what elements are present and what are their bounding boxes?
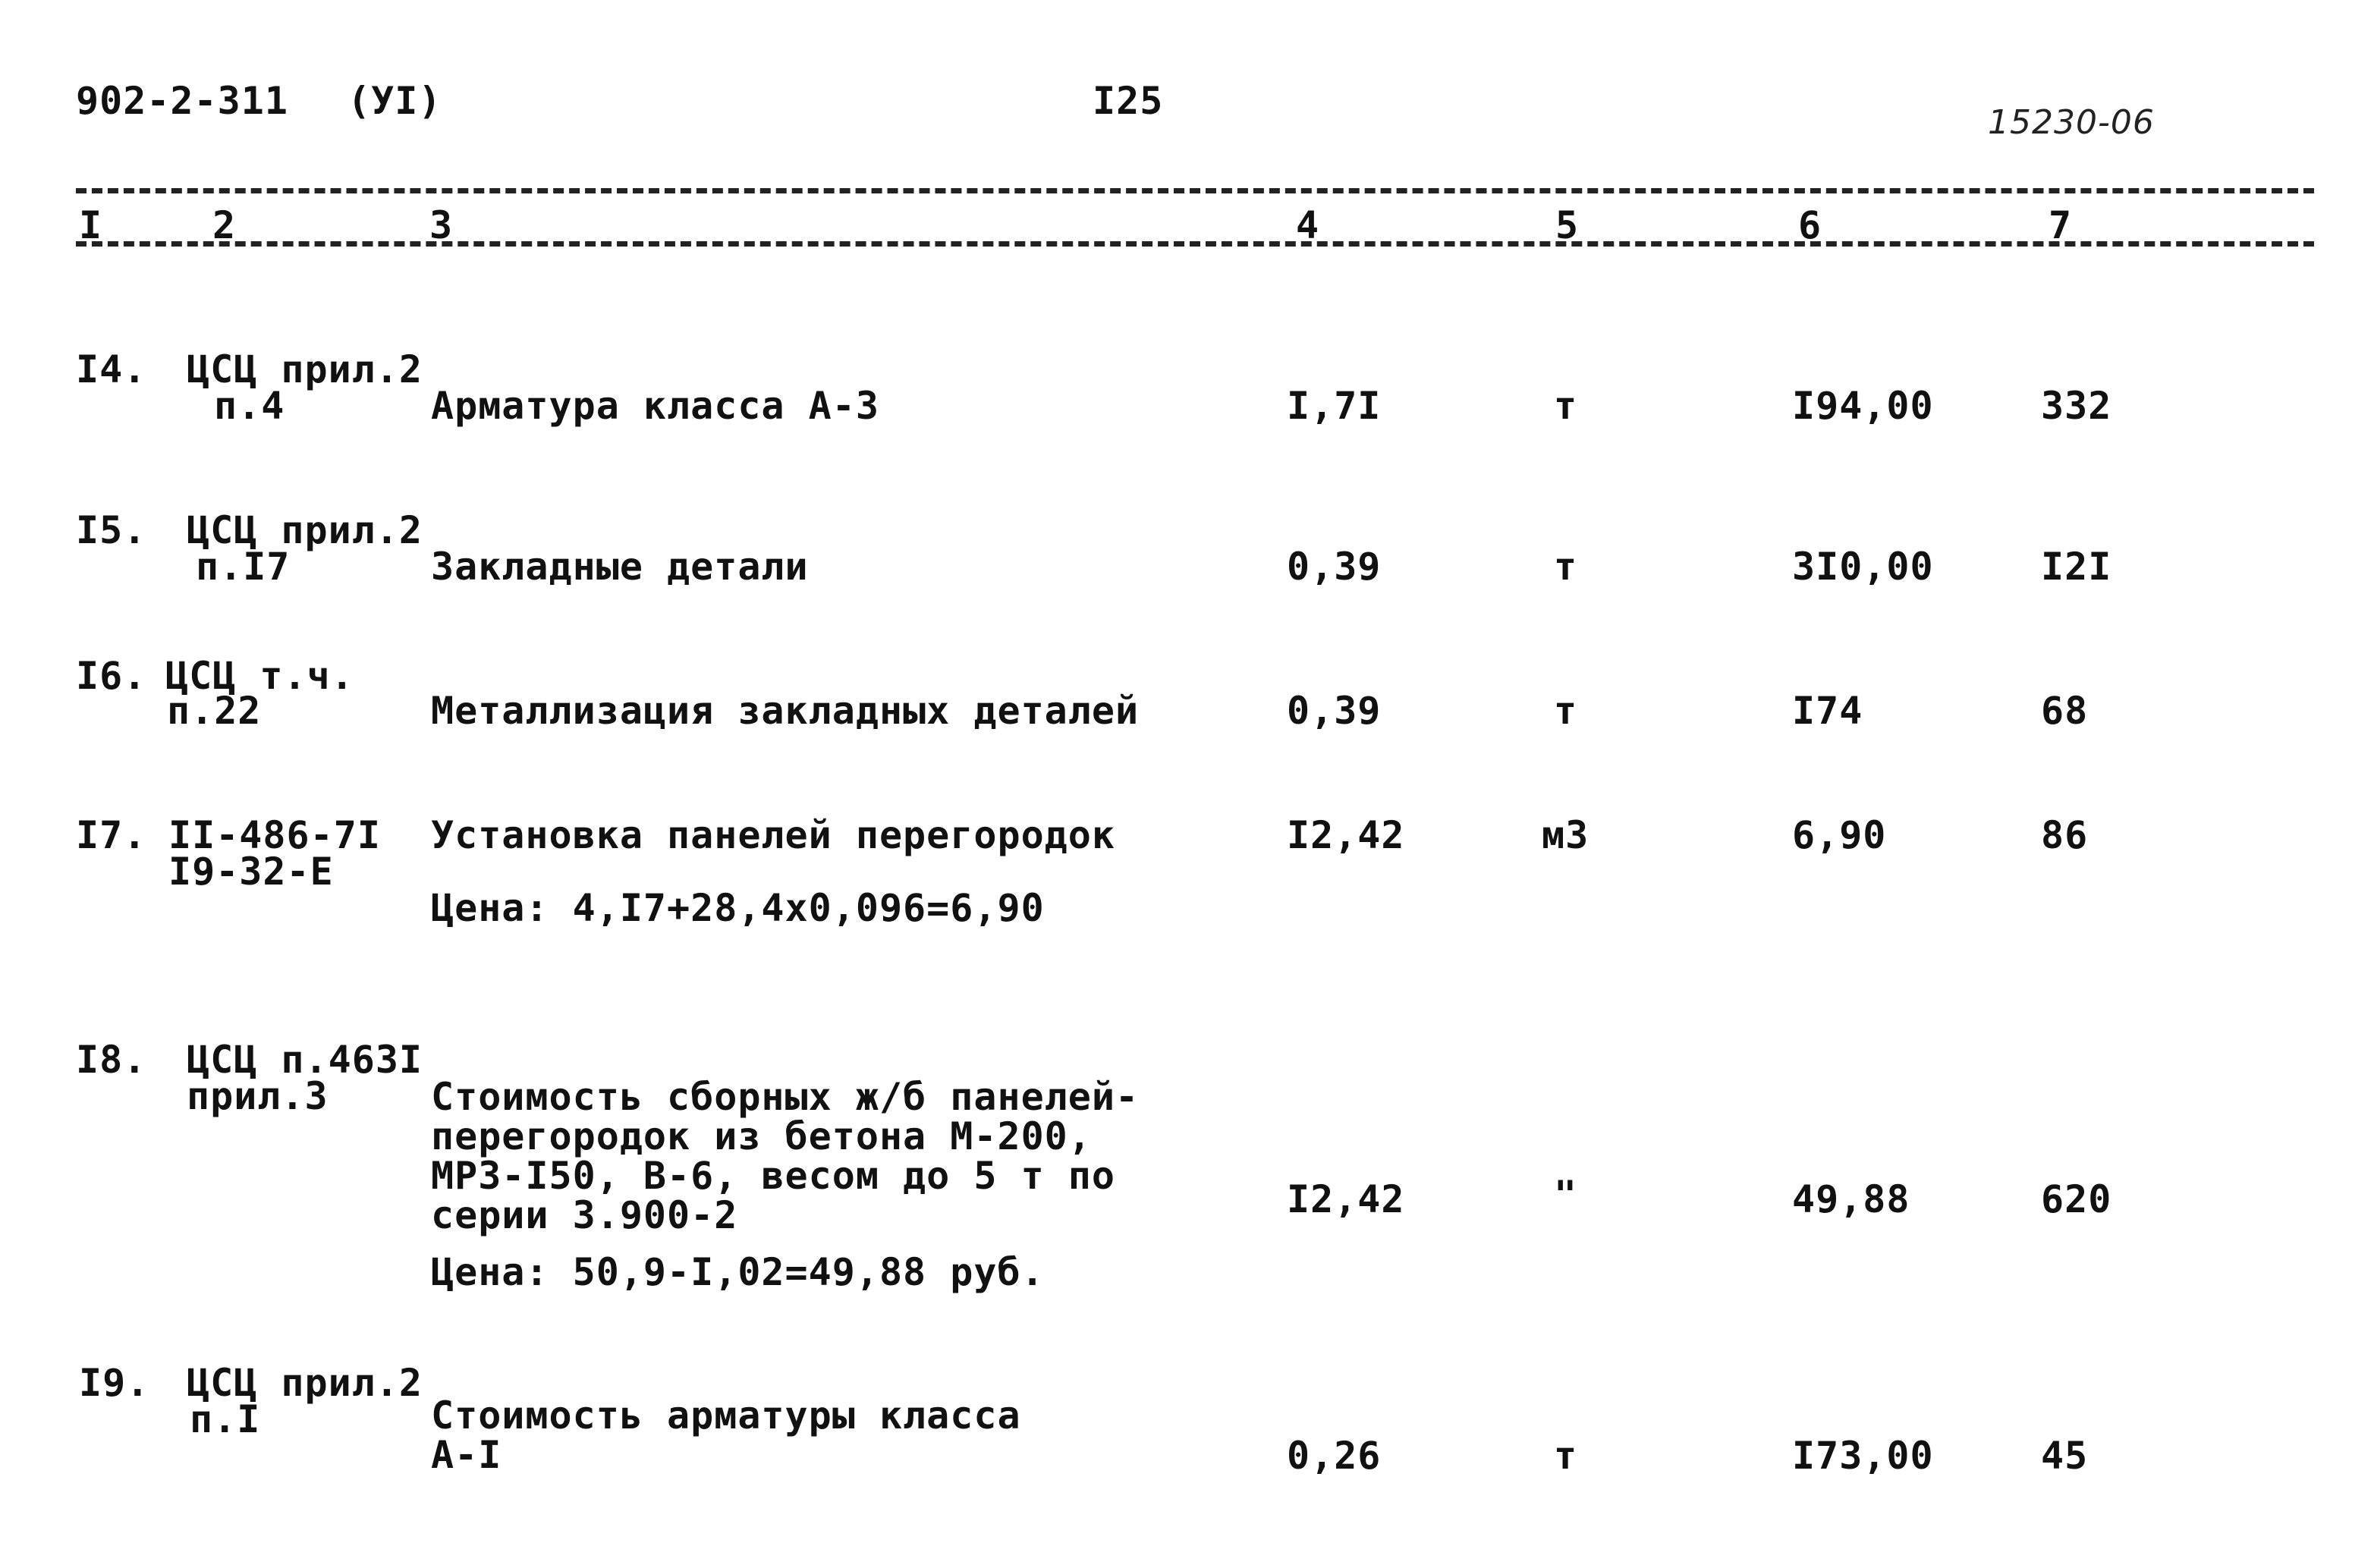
row-total: 68 bbox=[2041, 689, 2089, 733]
row-description: Металлизация закладных деталей bbox=[431, 689, 1140, 733]
row-total: 332 bbox=[2041, 384, 2112, 428]
row-reference-item: п.I7 bbox=[196, 545, 291, 589]
row-price-note: Цена: 4,I7+28,4х0,096=6,90 bbox=[431, 886, 1045, 930]
handwritten-reference: 15230-06 bbox=[1988, 103, 2155, 142]
row-unit: т bbox=[1554, 689, 1578, 733]
row-unit: т bbox=[1554, 384, 1578, 428]
row-reference-item: I9-32-Е bbox=[168, 850, 334, 894]
row-reference: ЦСЦ прил.2 bbox=[187, 347, 423, 391]
row-unit: " bbox=[1554, 1173, 1578, 1217]
row-description: Установка панелей перегородок bbox=[431, 813, 1115, 857]
row-quantity: 0,39 bbox=[1287, 545, 1382, 589]
row-quantity: 0,39 bbox=[1287, 689, 1382, 733]
row-description: Арматура класса А-3 bbox=[431, 384, 879, 428]
row-total: 620 bbox=[2041, 1177, 2112, 1221]
column-number: 3 bbox=[429, 203, 454, 247]
row-number: I9. bbox=[79, 1361, 150, 1405]
row-price: 49,88 bbox=[1792, 1177, 1910, 1221]
row-quantity: 0,26 bbox=[1287, 1434, 1382, 1478]
row-description: Стоимость сборных ж/б панелей- перегородок из бетона М-200, МРЗ-I50, В-6, весом до 5 т по серии 3.900-2 bbox=[431, 1075, 1140, 1237]
row-reference-item: прил.3 bbox=[187, 1074, 329, 1118]
row-reference: II-486-7I bbox=[168, 813, 381, 857]
row-reference: ЦСЦ т.ч. bbox=[165, 654, 354, 698]
row-number: I7. bbox=[76, 813, 147, 857]
row-number: I6. bbox=[76, 654, 147, 698]
row-quantity: I2,42 bbox=[1287, 1177, 1405, 1221]
row-price: I74 bbox=[1792, 689, 1863, 733]
row-unit: т bbox=[1554, 1434, 1578, 1478]
row-price: 3I0,00 bbox=[1792, 545, 1934, 589]
column-number: 7 bbox=[2049, 203, 2073, 247]
row-reference: ЦСЦ п.463I bbox=[187, 1038, 423, 1082]
bottom-dashed-rule bbox=[76, 241, 2314, 247]
row-quantity: I,7I bbox=[1287, 384, 1382, 428]
row-total: 86 bbox=[2041, 813, 2089, 857]
column-number: 5 bbox=[1555, 203, 1580, 247]
row-reference-item: п.I bbox=[190, 1397, 261, 1441]
row-reference-item: п.22 bbox=[167, 689, 262, 733]
row-description: Закладные детали bbox=[431, 545, 809, 589]
row-total: 45 bbox=[2041, 1434, 2089, 1478]
top-dashed-rule bbox=[76, 188, 2314, 193]
document-code: 902-2-311 bbox=[76, 79, 288, 123]
row-price: I73,00 bbox=[1792, 1434, 1934, 1478]
row-number: I4. bbox=[76, 347, 147, 391]
row-price-note: Цена: 50,9-I,02=49,88 руб. bbox=[431, 1250, 1045, 1294]
row-description: Стоимость арматуры класса А-I bbox=[431, 1394, 1021, 1477]
row-price: I94,00 bbox=[1792, 384, 1934, 428]
column-number: I bbox=[79, 203, 103, 247]
row-reference: ЦСЦ прил.2 bbox=[187, 1361, 423, 1405]
row-price: 6,90 bbox=[1792, 813, 1887, 857]
row-unit: т bbox=[1554, 545, 1578, 589]
album-number: (УI) bbox=[347, 79, 442, 123]
row-number: I5. bbox=[76, 508, 147, 552]
row-quantity: I2,42 bbox=[1287, 813, 1405, 857]
row-total: I2I bbox=[2041, 545, 2112, 589]
column-number: 6 bbox=[1798, 203, 1822, 247]
row-reference-item: п.4 bbox=[214, 384, 285, 428]
row-reference: ЦСЦ прил.2 bbox=[187, 508, 423, 552]
row-number: I8. bbox=[76, 1038, 147, 1082]
column-number: 4 bbox=[1296, 203, 1320, 247]
row-unit: м3 bbox=[1542, 813, 1589, 857]
page-number: I25 bbox=[1093, 79, 1164, 123]
column-number: 2 bbox=[212, 203, 237, 247]
